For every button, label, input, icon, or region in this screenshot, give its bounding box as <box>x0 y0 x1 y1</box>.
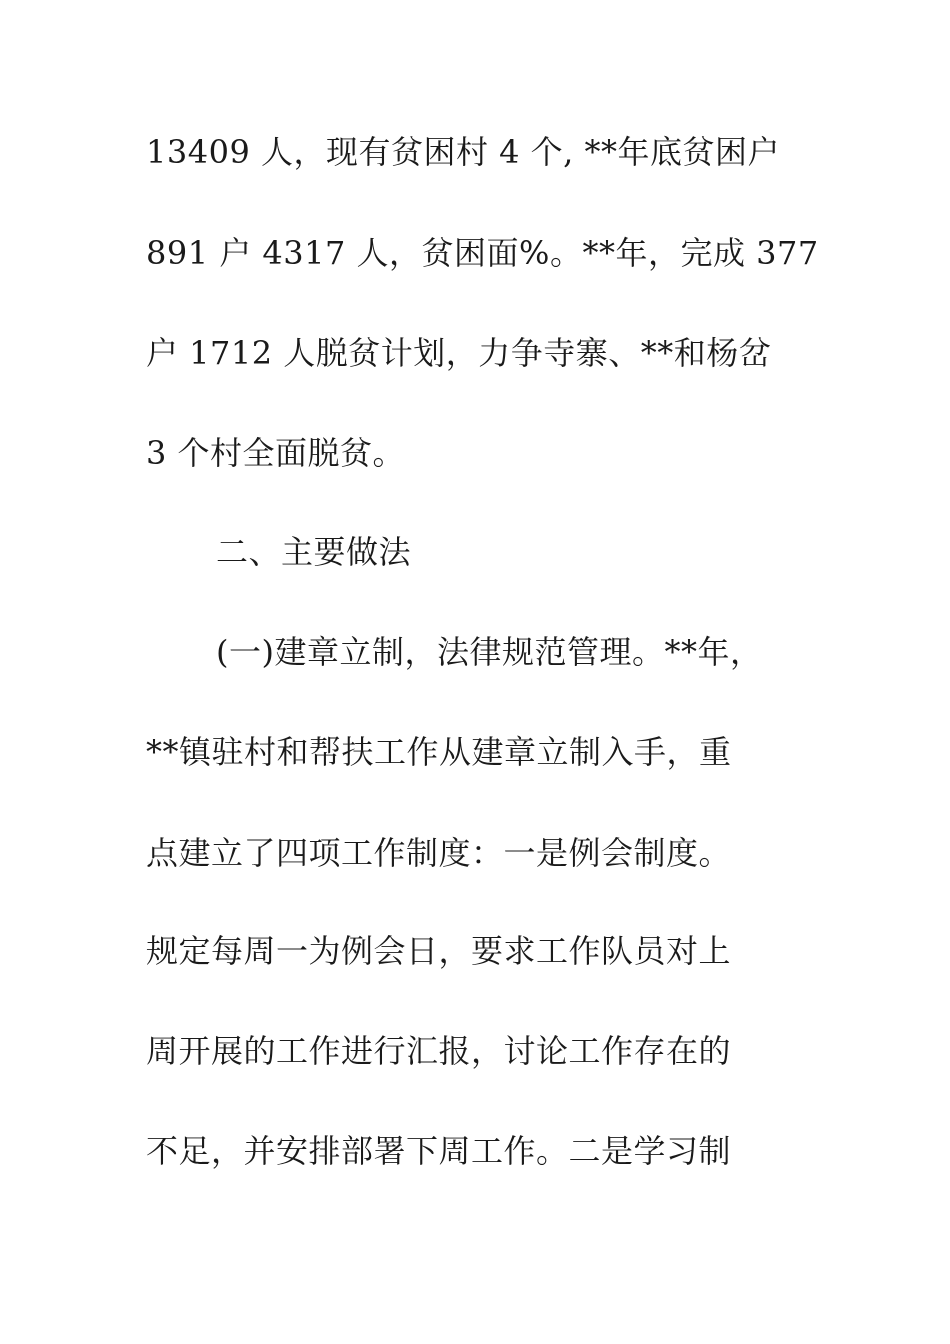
body-text-line: 3 个村全面脱贫。 <box>146 434 406 472</box>
section-heading: 二、主要做法 <box>216 533 412 571</box>
subsection-heading-line: (一)建章立制，法律规范管理。**年， <box>216 633 763 671</box>
body-text-line: 户 1712 人脱贫计划，力争寺寨、**和杨岔 <box>146 334 772 372</box>
body-text-line: 不足，并安排部署下周工作。二是学习制 <box>146 1132 732 1170</box>
body-text-line: 规定每周一为例会日，要求工作队员对上 <box>146 932 732 970</box>
body-text-line: 13409 人，现有贫困村 4 个, **年底贫困户 <box>146 133 781 171</box>
body-text-line: 周开展的工作进行汇报，讨论工作存在的 <box>146 1032 732 1070</box>
body-text-line: 891 户 4317 人，贫困面%。**年，完成 377 <box>146 234 819 272</box>
body-text-line: 点建立了四项工作制度：一是例会制度。 <box>146 834 732 872</box>
body-text-line: **镇驻村和帮扶工作从建章立制入手，重 <box>146 733 732 771</box>
